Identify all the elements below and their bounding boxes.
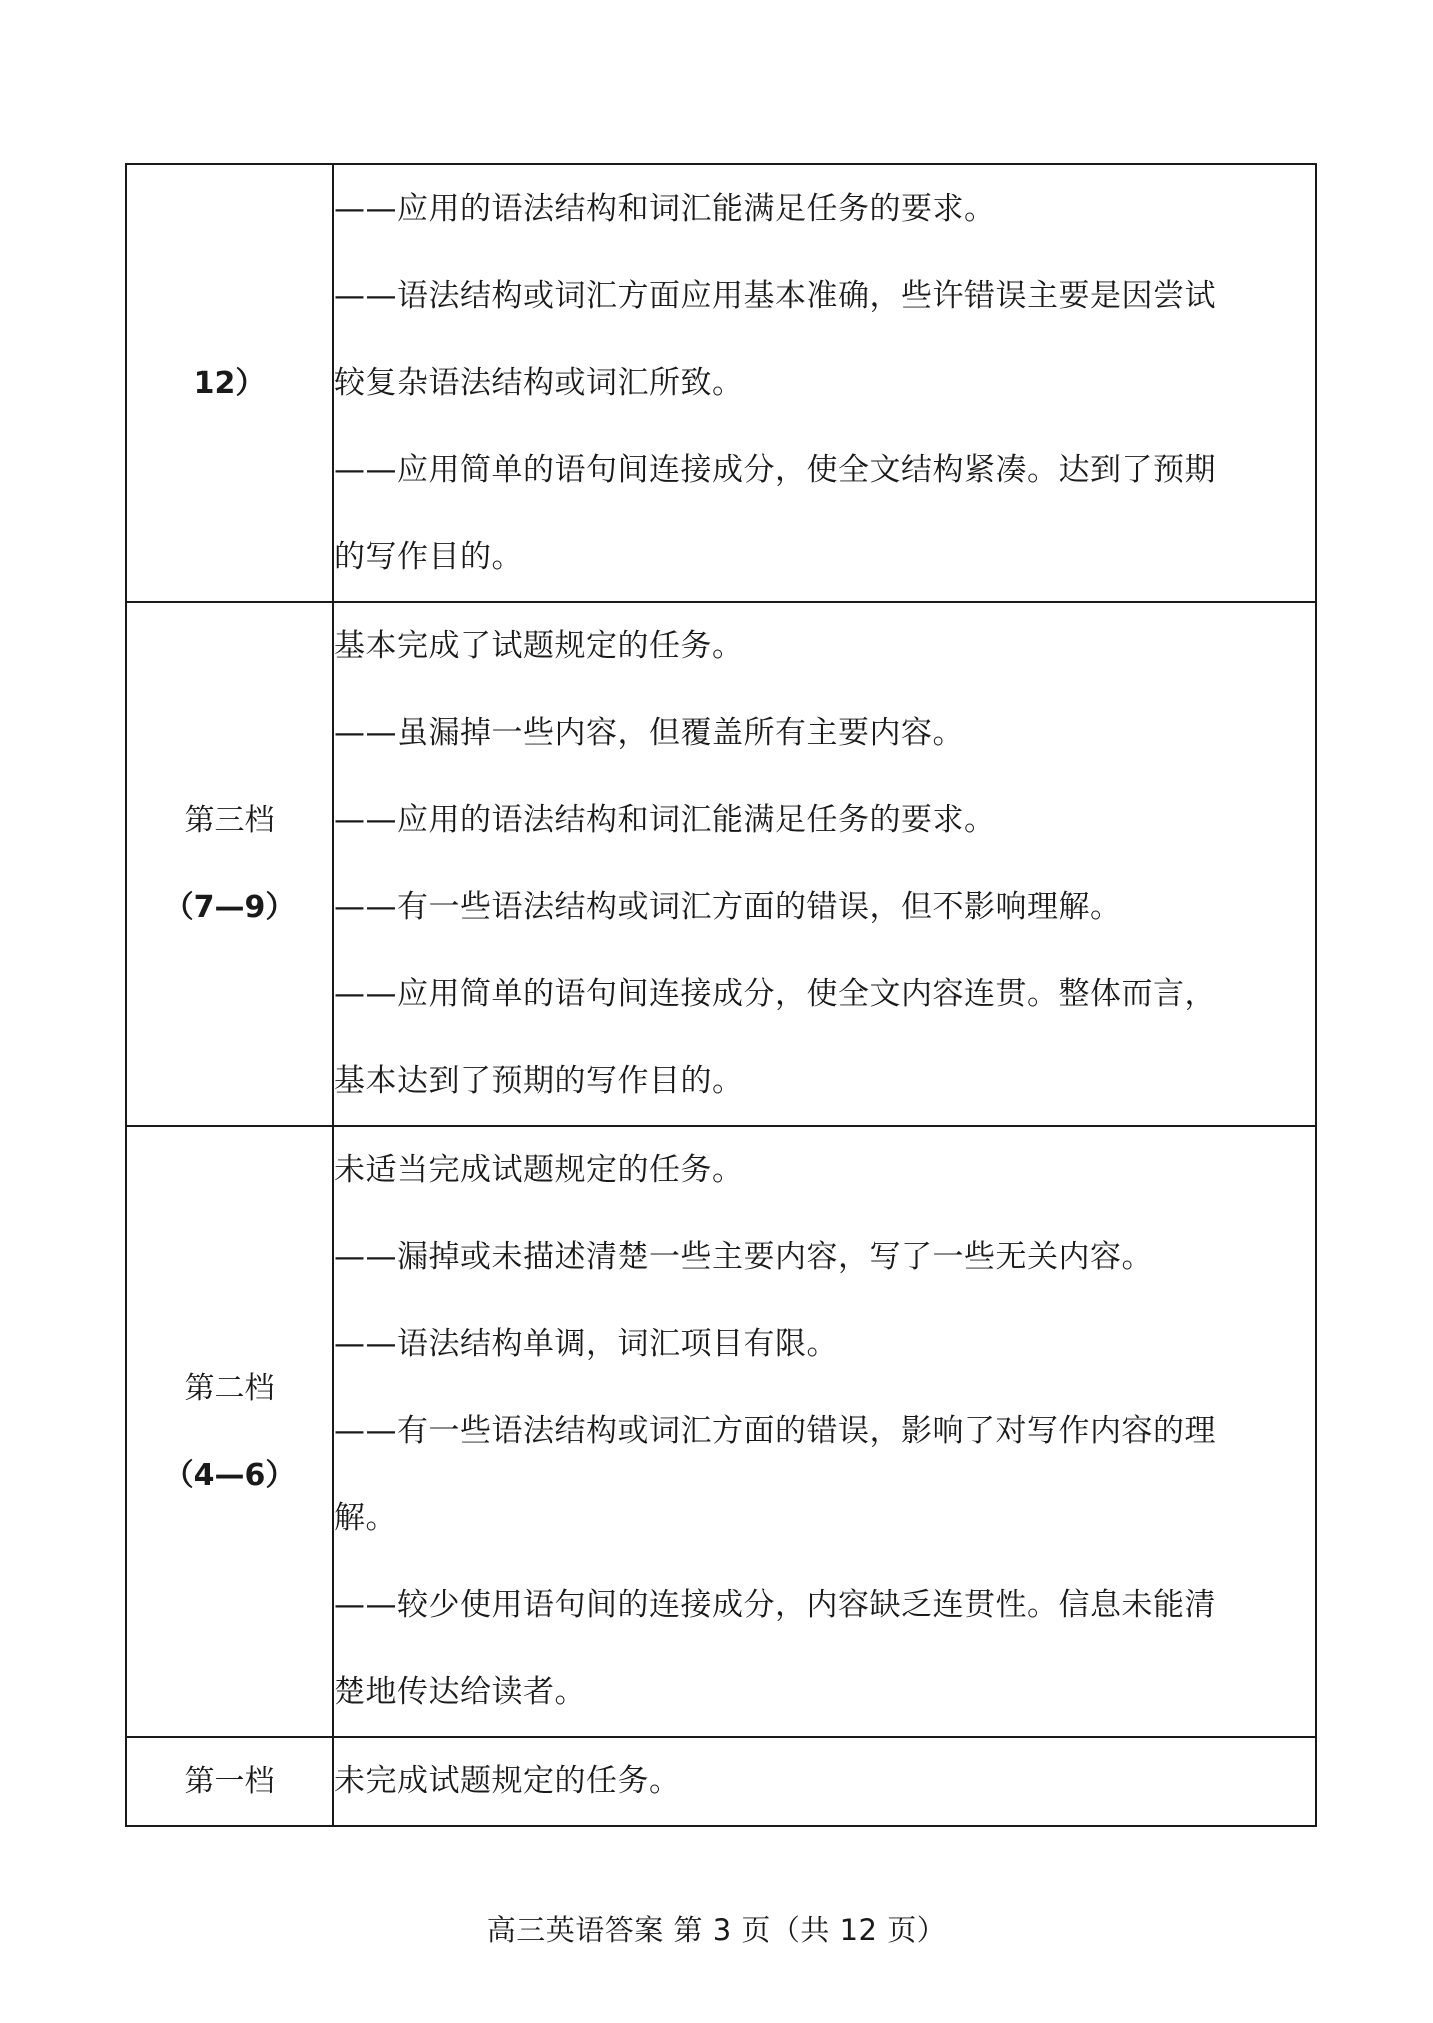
table-row	[126, 602, 1316, 1126]
grade-cell	[126, 602, 333, 1126]
criteria-line: 基本达到了预期的写作目的。	[334, 1063, 744, 1099]
criteria-line: ——应用的语法结构和词汇能满足任务的要求。	[334, 802, 996, 838]
criteria-line: 的写作目的。	[334, 538, 523, 575]
criteria-line: ——应用简单的语句间连接成分，使全文内容连贯。整体而言，	[334, 976, 1216, 1012]
criteria-line: 未适当完成试题规定的任务。	[334, 1152, 744, 1188]
grade-range: （4—6）	[163, 1457, 296, 1493]
grade-name: 第三档	[184, 803, 275, 838]
criteria-line: ——有一些语法结构或词汇方面的错误，影响了对写作内容的理	[334, 1413, 1216, 1449]
grade-cell	[126, 164, 333, 602]
criteria-cell	[333, 1737, 1316, 1826]
criteria-line: ——应用简单的语句间连接成分，使全文结构紧凑。达到了预期	[334, 451, 1216, 488]
criteria-line: ——较少使用语句间的连接成分，内容缺乏连贯性。信息未能清	[334, 1587, 1216, 1623]
criteria-line: ——应用的语法结构和词汇能满足任务的要求。	[334, 190, 996, 227]
grade-name: 第一档	[184, 1764, 275, 1799]
grade-cell	[126, 1737, 333, 1826]
criteria-cell	[333, 164, 1316, 602]
grade-cell	[126, 1126, 333, 1737]
criteria-line: 未完成试题规定的任务。	[334, 1763, 681, 1799]
criteria-line: 解。	[334, 1500, 397, 1536]
criteria-line: 楚地传达给读者。	[334, 1674, 586, 1710]
criteria-line: 较复杂语法结构或词汇所致。	[334, 364, 744, 401]
grade-range: （7—9）	[163, 890, 296, 925]
grade-name: 第二档	[184, 1370, 275, 1406]
criteria-line: ——有一些语法结构或词汇方面的错误，但不影响理解。	[334, 889, 1122, 925]
criteria-line: ——虽漏掉一些内容，但覆盖所有主要内容。	[334, 715, 964, 751]
table-row	[126, 1126, 1316, 1737]
criteria-line: 基本完成了试题规定的任务。	[334, 628, 744, 664]
page-footer: 高三英语答案 第 3 页（共 12 页）	[486, 1913, 947, 1947]
criteria-cell	[333, 1126, 1316, 1737]
criteria-line: ——漏掉或未描述清楚一些主要内容，写了一些无关内容。	[334, 1239, 1153, 1275]
criteria-line: ——语法结构或词汇方面应用基本准确，些许错误主要是因尝试	[334, 277, 1216, 314]
criteria-line: ——语法结构单调，词汇项目有限。	[334, 1326, 838, 1362]
table-row	[126, 164, 1316, 602]
grade-range: 12）	[193, 365, 266, 401]
table-row	[126, 1737, 1316, 1826]
scoring-rubric-table	[125, 163, 1317, 1827]
criteria-cell	[333, 602, 1316, 1126]
